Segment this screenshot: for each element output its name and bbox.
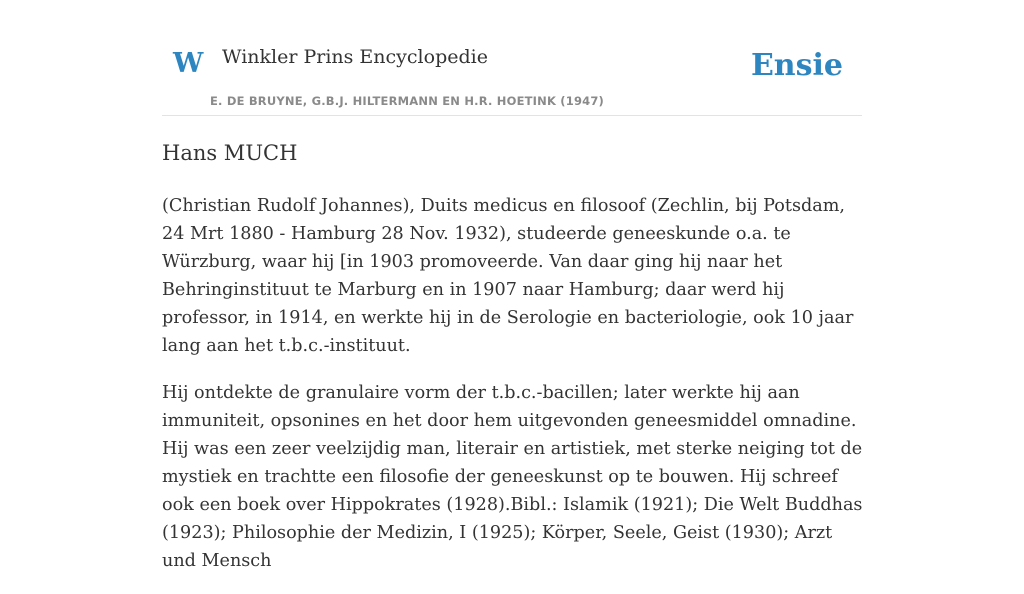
article-title: Hans MUCH bbox=[162, 141, 298, 165]
page bbox=[162, 0, 863, 571]
encyclopedia-logo-icon: W bbox=[173, 48, 204, 79]
encyclopedia-title: Winkler Prins Encyclopedie bbox=[222, 46, 488, 68]
encyclopedia-authors: E. DE BRUYNE, G.B.J. HILTERMANN EN H.R. HOETINK (1947) bbox=[210, 94, 605, 108]
header bbox=[162, 0, 862, 116]
ensie-brand-link[interactable]: Ensie bbox=[750, 48, 843, 83]
article-body bbox=[162, 192, 866, 594]
article-paragraph: Hij ontdekte de granulaire vorm der t.b.c.-bacillen; later werkte hij aan immuniteit, opsonines en het door hem uitgevonden geneesmiddel omnadine. Hij was een zeer veelzijdig man, literair en artistiek, met sterke neiging tot de mystiek en trachtte een filosofie der geneeskunst op te bouwen. Hij schreef ook een boek over Hippokrates (1928).Bibl.: Islamik (1921); Die Welt Buddhas (1923); Philosophie der Medizin, I (1925); Körper, Seele, Geist (1930); Arzt und Mensch bbox=[162, 383, 863, 571]
article-paragraph: (Christian Rudolf Johannes), Duits medicus en filosoof (Zechlin, bij Potsdam, 24 Mrt 1880 - Hamburg 28 Nov. 1932), studeerde geneeskunde o.a. te Würzburg, waar hij [in 1903 promoveerde. Van daar ging hij naar het Behringinstituut te Marburg en in 1907 naar Hamburg; daar werd hij professor, in 1914, en werkte hij in de Serologie en bacteriologie, ook 10 jaar lang aan het t.b.c.-instituut. bbox=[162, 196, 854, 356]
